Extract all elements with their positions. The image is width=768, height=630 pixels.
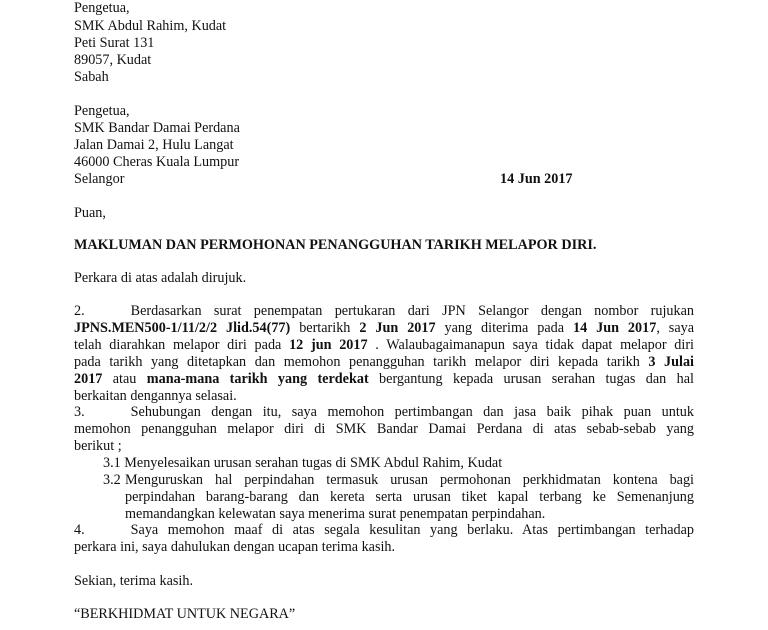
recipient-line-1: SMK Bandar Damai Perdana (74, 120, 240, 136)
new-date-part: 3 Julai (648, 354, 694, 370)
list-item-3-2-line-2: perpindahan barang-barang dan kereta serta urusan tiket kapal terbang ke Semenanjung (125, 489, 694, 505)
list-item-3-1: 3.1 Menyelesaikan urusan serahan tugas di SMK Abdul Rahim, Kudat (103, 455, 503, 471)
closing: Sekian, terima kasih. (74, 573, 193, 589)
para3-line-2: memohon penangguhan melapor diri di SMK Bandar Damai Perdana di atas sebab-sebab yang (74, 421, 694, 437)
para2-line-2: JPNS.MEN500-1/11/2/2 Jlid.54(77) bertarikh 2 Jun 2017 yang diterima pada 14 Jun 2017, saya (74, 320, 695, 336)
motto: “BERKHIDMAT UNTUK NEGARA” (74, 606, 296, 622)
para2-number: 2. (74, 303, 85, 319)
report-date: 12 jun 2017 (289, 337, 368, 353)
recipient-line-3: 46000 Cheras Kuala Lumpur (74, 154, 240, 170)
para2-line-3: telah diarahkan melapor diri pada 12 jun 2017 . Walaubagaimanapun saya tidak dapat melapor diri (74, 337, 694, 353)
recipient-line-2: Jalan Damai 2, Hulu Langat (74, 137, 234, 153)
list-item-3-2-line-1: Menguruskan hal perpindahan termasuk urusan permohonan perkhidmatan kontena bagi (125, 472, 694, 488)
para2-line-1: 2. Berdasarkan surat penempatan pertukaran dari JPN Selangor dengan nombor rujukan (74, 303, 694, 319)
subject-line: MAKLUMAN DAN PERMOHONAN PENANGGUHAN TARIKH MELAPOR DIRI. (74, 237, 597, 253)
letter-date: 14 Jun 2017 (500, 171, 573, 187)
reference-number: JPNS.MEN500-1/11/2/2 Jlid.54(77) (74, 320, 291, 336)
nearest-date-phrase: mana-mana tarikh yang terdekat (146, 371, 369, 387)
sender-line-2: Peti Surat 131 (74, 35, 155, 51)
recipient-title: Pengetua, (74, 103, 130, 119)
sender-title: Pengetua, (74, 0, 130, 16)
para4-number: 4. (74, 522, 85, 538)
para4-line-2: perkara ini, saya dahulukan dengan ucapan terima kasih. (74, 539, 396, 555)
received-date: 14 Jun 2017 (572, 320, 657, 336)
list-item-3-2-number: 3.2 (103, 472, 121, 488)
para2-line-6: berkaitan dengannya selasai. (74, 388, 237, 404)
sender-line-4: Sabah (74, 69, 109, 85)
letter-date-1: 2 Jun 2017 (359, 320, 436, 336)
para4-line-1: 4. Saya memohon maaf di atas segala kesulitan yang berlaku. Atas pertimbangan terhadap (74, 522, 694, 538)
sender-line-3: 89057, Kudat (74, 52, 152, 68)
list-item-3-2-line-3: memandangkan kelewatan saya menerima surat penempatan perpindahan. (125, 506, 546, 522)
para3-number: 3. (74, 404, 85, 420)
reference-line: Perkara di atas adalah dirujuk. (74, 270, 247, 286)
para2-line-4: pada tarikh yang ditetapkan dan memohon penangguhan tarikh melapor diri kepada tarikh 3 Julai (74, 354, 694, 370)
para2-line-5: 2017 atau mana-mana tarikh yang terdekat bergantung kepada urusan serahan tugas dan hal (74, 371, 694, 387)
para3-line-1: 3. Sehubungan dengan itu, saya memohon pertimbangan dan jasa baik pihak puan untuk (74, 404, 694, 420)
sender-line-1: SMK Abdul Rahim, Kudat (74, 18, 227, 34)
salutation: Puan, (74, 205, 106, 221)
recipient-line-4: Selangor (74, 171, 125, 187)
new-date-year: 2017 (74, 371, 103, 387)
para3-line-3: berikut ; (74, 438, 122, 454)
